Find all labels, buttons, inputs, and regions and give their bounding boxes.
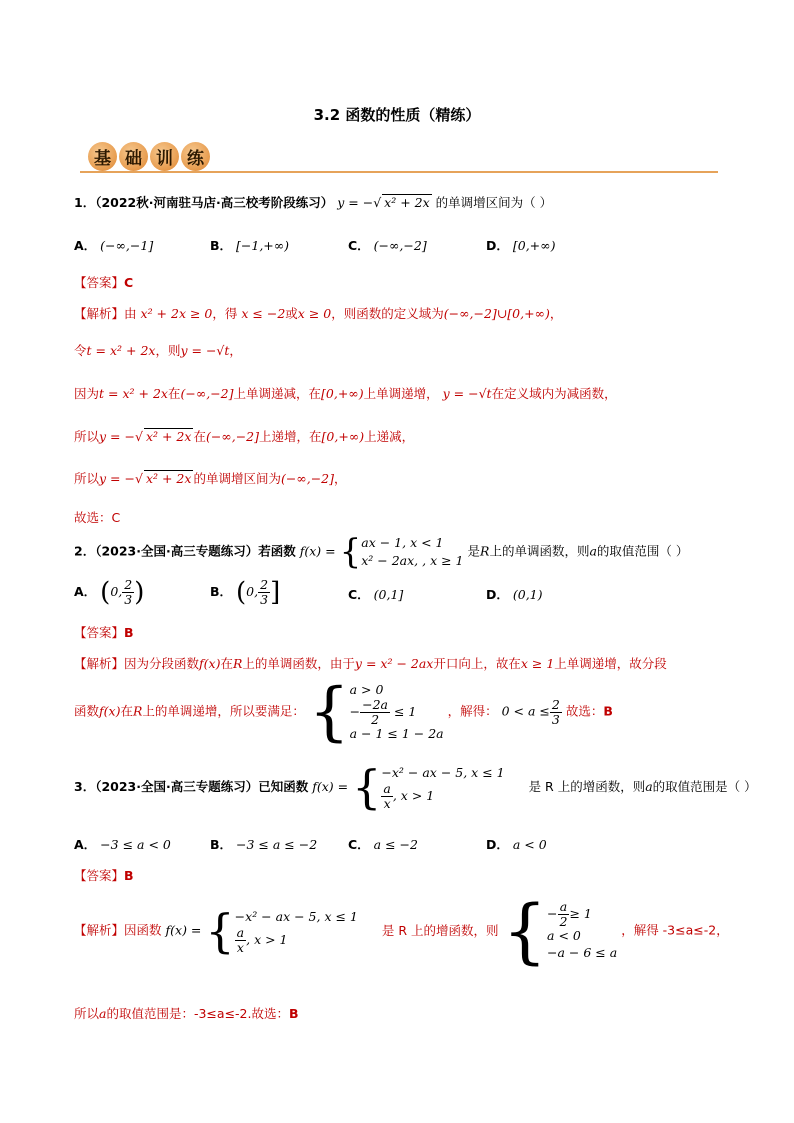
math: , x > 1 — [246, 931, 288, 947]
text: ， — [229, 343, 242, 358]
option-letter: C． — [348, 587, 370, 602]
text: 上单调递增， — [363, 386, 439, 401]
q3-option-b — [210, 835, 317, 853]
solution-label: 【解析】 — [74, 656, 125, 671]
text: 上单调递减，在 — [233, 386, 322, 401]
math: (−∞,−2]∪[0,+∞) — [443, 306, 550, 321]
q1-source: 1．（2022秋·河南驻马店·高三校考阶段练习） — [74, 195, 334, 210]
num: 2 — [124, 577, 133, 592]
option-letter: B． — [210, 837, 233, 852]
solution-label: 【解析】 — [74, 922, 125, 938]
q1-func: y = − — [337, 195, 374, 210]
math: R — [132, 703, 143, 719]
q1-option-c — [348, 236, 427, 254]
cases — [361, 534, 463, 570]
option-letter: D． — [486, 587, 509, 602]
text: ， — [549, 306, 563, 321]
math: t = x² + 2x — [86, 343, 156, 358]
text: 故选： — [565, 703, 604, 719]
q2-solution-line1 — [74, 654, 667, 672]
left-brace: { — [502, 890, 548, 972]
q2-solution-line2 — [74, 675, 613, 749]
q3-answer — [74, 866, 134, 884]
num: a — [558, 900, 570, 915]
case — [235, 926, 358, 955]
section-badge — [88, 142, 210, 172]
q2-option-a — [74, 578, 144, 607]
case: a − 1 ≤ 1 − 2a — [349, 726, 444, 742]
den: x — [383, 795, 391, 811]
q1-solution-line2 — [74, 341, 242, 359]
math: (−∞,−2] — [205, 429, 259, 444]
text: 是 — [467, 543, 481, 559]
option-value: a ≤ −2 — [373, 837, 418, 852]
math: f(x) — [199, 656, 221, 671]
left-brace: { — [352, 760, 382, 815]
q1-radicand: x² + 2x — [384, 195, 430, 210]
option-letter: C． — [348, 238, 370, 253]
bracket: ( — [236, 577, 247, 608]
answer-label: 【答案】 — [74, 868, 125, 883]
math: 0, — [110, 583, 123, 599]
bracket: ) — [134, 577, 145, 608]
math: t = x² + 2x — [99, 386, 168, 401]
math: y = −√t — [442, 386, 492, 401]
math: f(x) = — [312, 778, 349, 794]
q3-option-a — [74, 835, 171, 853]
fraction — [381, 782, 392, 811]
text: 的单调增区间为 — [193, 471, 281, 486]
q3-stem — [74, 760, 757, 815]
den: 3 — [551, 711, 560, 727]
left-brace: { — [308, 675, 350, 749]
fraction — [235, 926, 246, 955]
q3-solution-line2 — [74, 1004, 299, 1022]
text: 是 R 上的增函数，则 — [381, 922, 499, 938]
bracket: ] — [270, 577, 281, 608]
math: [0,+∞) — [321, 429, 365, 444]
q1-option-d — [486, 236, 555, 254]
option-value: (−∞,−1] — [100, 238, 154, 253]
math: y = −√t — [180, 343, 230, 358]
case: a < 0 — [547, 928, 581, 944]
case — [381, 782, 504, 811]
badge-char: 练 — [181, 142, 210, 171]
math: − — [349, 703, 361, 719]
answer-value: B — [603, 703, 613, 719]
option-letter: B． — [210, 583, 233, 599]
radicand: x² + 2x — [145, 429, 192, 444]
option-value: (0,1] — [373, 587, 404, 602]
fraction — [122, 578, 134, 607]
case: −a − 6 ≤ a — [547, 945, 618, 961]
math: R — [480, 543, 490, 559]
left-brace: { — [339, 532, 362, 573]
math: , x > 1 — [392, 787, 435, 803]
fraction — [258, 578, 270, 607]
q2-option-b — [210, 578, 280, 607]
option-value: −3 ≤ a ≤ −2 — [236, 837, 318, 852]
text: ，解得： — [447, 703, 498, 719]
text: 因函数 — [124, 922, 162, 938]
math: x ≥ 0 — [297, 306, 332, 321]
option-letter: D． — [486, 238, 509, 253]
text: 函数 — [74, 703, 100, 719]
q1-final: 故选：C — [74, 510, 121, 525]
math: x ≥ 1 — [520, 656, 555, 671]
badge-char: 训 — [150, 142, 179, 171]
answer-value: C — [124, 275, 134, 290]
answer-value: B — [124, 625, 134, 640]
option-letter: A． — [74, 583, 97, 599]
text: 在 — [120, 703, 133, 719]
q1-stem: 1．（2022秋·河南驻马店·高三校考阶段练习） y = −√ x² + 2x 的单调增区间为（ ） — [74, 195, 553, 210]
q1-option-a — [74, 236, 153, 254]
case: ax − 1, x < 1 — [361, 535, 444, 550]
option-value: (−∞,−2] — [373, 238, 427, 253]
case: −x² − ax − 5, x ≤ 1 — [381, 765, 505, 780]
option-letter: A． — [74, 238, 97, 253]
page-title: 3.2 函数的性质（精练） — [313, 106, 481, 124]
text: 令 — [74, 343, 87, 358]
math: f(x) — [99, 703, 121, 719]
math: a — [99, 1006, 107, 1021]
q2-source: 2．（2023·全国·高三专题练习）若函数 — [74, 543, 296, 559]
math: f(x) = — [165, 922, 202, 938]
den: 2 — [371, 711, 380, 727]
option-letter: A． — [74, 837, 97, 852]
fraction — [550, 698, 562, 727]
text: 的取值范围（ ） — [596, 543, 689, 559]
text: 上的单调函数，由于 — [242, 656, 355, 671]
case — [350, 698, 444, 727]
radicand: x² + 2x — [145, 471, 192, 486]
option-value: [−1,+∞) — [236, 238, 290, 253]
q3-option-c — [348, 835, 418, 853]
q3-solution-line1 — [74, 890, 729, 972]
case: −x² − ax − 5, x ≤ 1 — [234, 908, 358, 924]
den: 3 — [124, 591, 133, 607]
section-divider — [80, 171, 718, 173]
option-letter: D． — [486, 837, 509, 852]
text: 上递增，在 — [259, 429, 322, 444]
math: y = − — [99, 429, 135, 444]
left-brace: { — [205, 904, 235, 958]
cases — [547, 900, 617, 962]
q2-option-d — [486, 585, 543, 603]
answer-label: 【答案】 — [74, 625, 125, 640]
text: 是 R 上的增函数，则 — [528, 778, 646, 794]
badge-char: 础 — [119, 142, 148, 171]
fraction — [360, 698, 390, 727]
option-value: −3 ≤ a < 0 — [100, 837, 171, 852]
q2-answer — [74, 623, 134, 641]
math: 0, — [246, 583, 259, 599]
cases — [350, 682, 444, 743]
den: 2 — [559, 913, 568, 929]
answer-label: 【答案】 — [74, 275, 125, 290]
math: x² + 2x ≥ 0 — [140, 306, 213, 321]
q1-solution-line5: 所以y = −√ x² + 2x 的单调增区间为(−∞,−2]， — [74, 471, 347, 486]
text: ， — [334, 471, 347, 486]
math: x ≤ −2 — [241, 306, 286, 321]
den: 3 — [260, 591, 269, 607]
option-letter: B． — [210, 238, 233, 253]
q3-source: 3．（2023·全国·高三专题练习）已知函数 — [74, 778, 309, 794]
math: f(x) = — [299, 543, 336, 559]
q1-stem-tail: 的单调增区间为（ ） — [435, 195, 553, 210]
text: 因为 — [74, 386, 100, 401]
text: 的取值范围是：-3≤a≤-2.故选： — [106, 1006, 289, 1021]
math: (−∞,−2] — [280, 471, 334, 486]
q1-solution-line4: 所以y = −√ x² + 2x 在(−∞,−2]上递增，在[0,+∞)上递减， — [74, 429, 415, 444]
text: 上的单调递增，所以要满足： — [142, 703, 305, 719]
text: 在 — [193, 429, 206, 444]
text: 上的单调函数，则 — [489, 543, 590, 559]
text: 上递减， — [364, 429, 415, 444]
num: a — [383, 781, 391, 797]
bracket: ( — [100, 577, 111, 608]
q2-stem — [74, 532, 689, 573]
q2-option-c — [348, 585, 403, 603]
math: ≥ 1 — [569, 905, 592, 921]
text: 所以 — [74, 429, 100, 444]
text: 的取值范围是（ ） — [652, 778, 757, 794]
option-letter: C． — [348, 837, 370, 852]
text: 由 — [124, 306, 137, 321]
math: ≤ 1 — [393, 703, 417, 719]
q3-option-d — [486, 835, 547, 853]
case: x² − 2ax, , x ≥ 1 — [361, 553, 464, 569]
math: a — [645, 778, 653, 794]
math: y = x² − 2ax — [354, 656, 434, 671]
q1-option-b — [210, 236, 289, 254]
text: ，则函数的定义域为 — [331, 306, 444, 321]
text: 所以 — [74, 471, 100, 486]
text: ，则 — [155, 343, 181, 358]
fraction — [558, 900, 570, 929]
text: ，得 — [212, 306, 238, 321]
math: R — [232, 656, 243, 671]
math: (−∞,−2] — [180, 386, 234, 401]
num: 2 — [260, 577, 269, 592]
num: 2 — [551, 696, 560, 712]
math: [0,+∞) — [321, 386, 364, 401]
cases — [381, 764, 504, 811]
math: y = − — [99, 471, 135, 486]
text: 在 — [220, 656, 233, 671]
den: x — [236, 939, 244, 955]
solution-label: 【解析】 — [74, 306, 125, 321]
text: 上单调递增，故分段 — [554, 656, 667, 671]
case: a > 0 — [349, 681, 384, 697]
math: a — [589, 543, 597, 559]
num: −2a — [362, 696, 388, 712]
cases — [235, 908, 358, 955]
option-value: [0,+∞) — [512, 238, 556, 253]
text: 所以 — [74, 1006, 100, 1021]
text: 或 — [285, 306, 298, 321]
q1-solution-line3 — [74, 384, 617, 402]
case — [547, 900, 617, 929]
badge-char: 基 — [88, 142, 117, 171]
math: − — [547, 905, 558, 921]
option-value: a < 0 — [512, 837, 547, 852]
text: ，解得 -3≤a≤-2， — [621, 922, 729, 938]
answer-value: B — [288, 1006, 299, 1021]
q1-solution-line1 — [74, 304, 562, 322]
text: 在定义域内为减函数， — [491, 386, 617, 401]
option-value: (0,1) — [512, 587, 543, 602]
math: 0 < a ≤ — [501, 703, 550, 719]
answer-value: B — [124, 868, 134, 883]
q1-answer — [74, 273, 133, 291]
text: 在 — [167, 386, 181, 401]
text: 开口向上，故在 — [433, 656, 521, 671]
text: 因为分段函数 — [124, 656, 200, 671]
num: a — [236, 924, 245, 940]
